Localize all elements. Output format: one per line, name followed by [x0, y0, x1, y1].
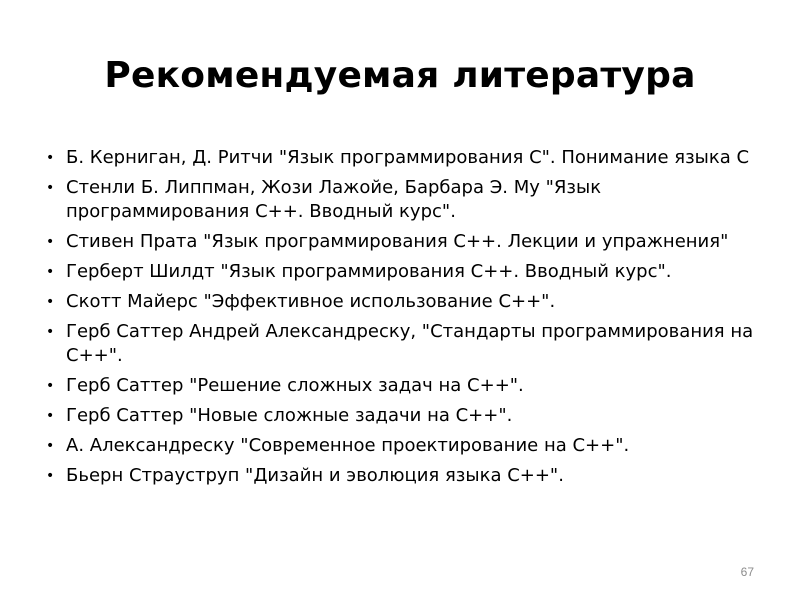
- list-item-text: А. Александреску "Современное проектирование на С++".: [66, 435, 630, 456]
- bullet-icon: •: [46, 378, 55, 394]
- list-item-text: Б. Керниган, Д. Ритчи "Язык программирования С". Понимание языка С: [66, 147, 750, 168]
- list-item-text: Скотт Майерс "Эффективное использование С++".: [66, 291, 556, 312]
- list-item-text: Герберт Шилдт "Язык программирования С++. Вводный курс".: [66, 261, 672, 282]
- list-item-text: Герб Саттер "Решение сложных задач на С++".: [66, 375, 524, 396]
- bullet-icon: •: [46, 438, 55, 454]
- list-item: [46, 404, 766, 428]
- bullet-icon: •: [46, 150, 55, 166]
- bullet-icon: •: [46, 294, 55, 310]
- bullet-icon: •: [46, 468, 55, 484]
- list-item-text: Герб Саттер "Новые сложные задачи на С++".: [66, 405, 513, 426]
- list-item: [46, 464, 766, 488]
- reading-list: [46, 146, 766, 494]
- bullet-icon: •: [46, 264, 55, 280]
- list-item: [46, 290, 766, 314]
- page-number: 67: [740, 565, 754, 579]
- list-item: [46, 374, 766, 398]
- slide-title: Рекомендуемая литература: [104, 55, 696, 96]
- list-item: [46, 230, 766, 254]
- bullet-icon: •: [46, 408, 55, 424]
- list-item: [46, 260, 766, 284]
- list-item: [46, 434, 766, 458]
- list-item-text: Стенли Б. Липпман, Жози Лажойе, Барбара Э. Му "Язык программирования С++. Вводный курс".: [66, 177, 602, 222]
- list-item-text: Стивен Прата "Язык программирования С++. Лекции и упражнения": [66, 231, 729, 252]
- bullet-icon: •: [46, 234, 55, 250]
- list-item-text: Бьерн Страуструп "Дизайн и эволюция языка С++".: [66, 465, 564, 486]
- list-item: [46, 146, 766, 170]
- list-item: [46, 320, 766, 368]
- list-item-text: Герб Саттер Андрей Александреску, "Стандарты программирования на С++".: [66, 321, 754, 366]
- bullet-icon: •: [46, 324, 55, 340]
- list-item: [46, 176, 766, 224]
- bullet-icon: •: [46, 180, 55, 196]
